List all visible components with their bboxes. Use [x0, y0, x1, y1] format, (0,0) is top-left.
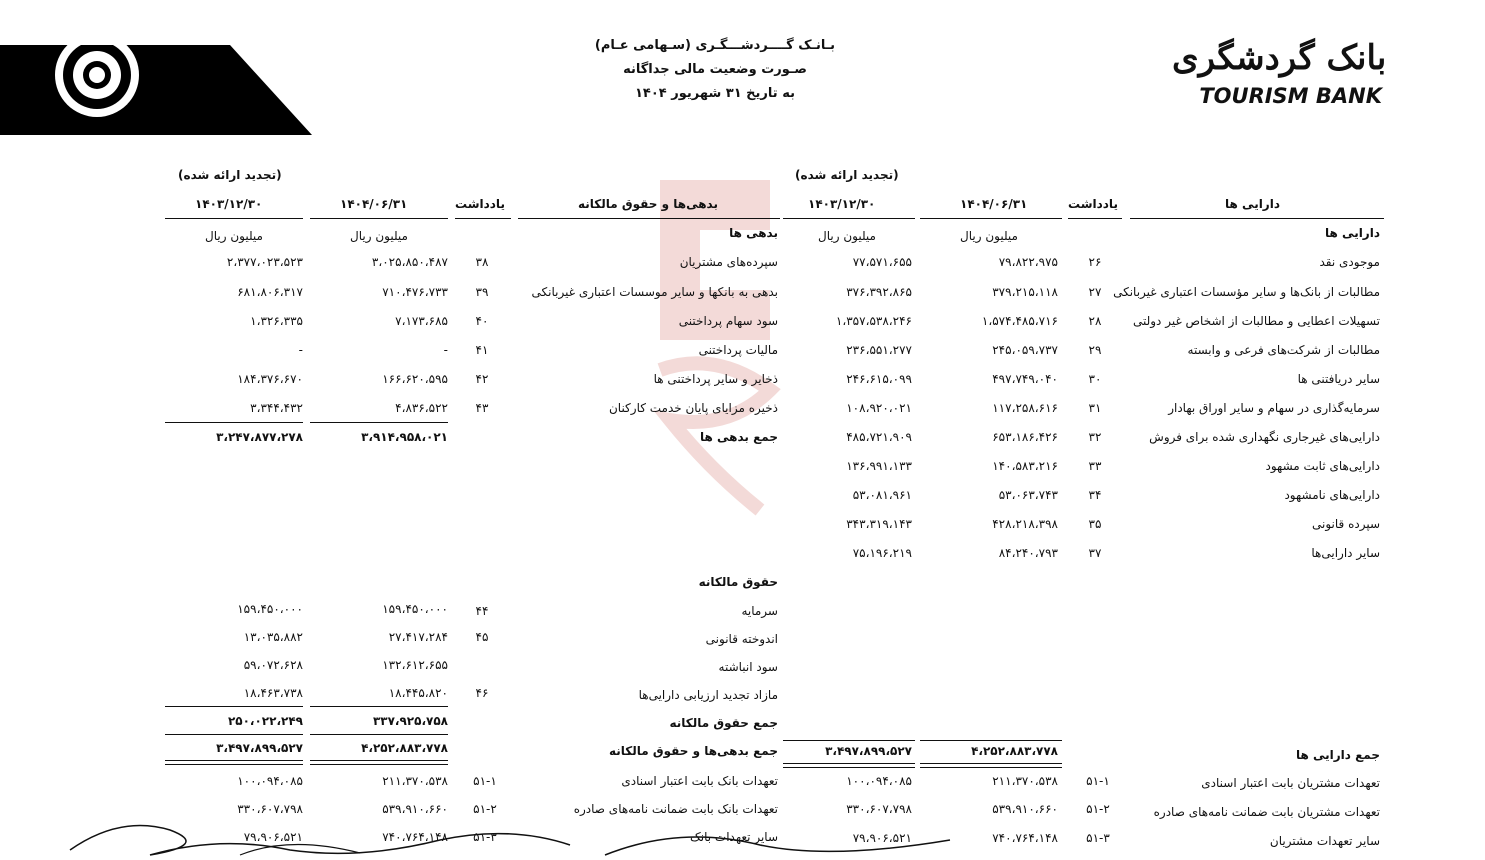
logo-persian: بانک گردشگری: [1172, 38, 1387, 78]
assets-col-note: یادداشت: [1068, 197, 1118, 211]
restated-label-right: (تجدید ارائه شده): [795, 168, 899, 182]
assets-section-heading: دارایی ها: [1325, 226, 1380, 240]
unit-assets-prev: میلیون ریال: [818, 229, 876, 243]
liab-col-title: بدهی‌ها و حقوق مالکانه: [578, 197, 718, 211]
liab-section-heading: بدهی ها: [729, 226, 778, 240]
equity-section-heading: حقوق مالکانه: [698, 575, 778, 589]
liab-col-cur: ۱۴۰۴/۰۶/۳۱: [340, 197, 408, 211]
signature: [600, 820, 960, 860]
unit-liab-prev: میلیون ریال: [205, 229, 263, 243]
liab-col-prev: ۱۴۰۳/۱۲/۳۰: [195, 197, 263, 211]
unit-liab-cur: میلیون ریال: [350, 229, 408, 243]
restated-label-left: (تجدید ارائه شده): [178, 168, 282, 182]
assets-col-cur: ۱۴۰۴/۰۶/۳۱: [960, 197, 1028, 211]
assets-col-title: دارایی ها: [1225, 197, 1280, 211]
signature: [60, 805, 580, 860]
liab-col-note: یادداشت: [455, 197, 505, 211]
assets-col-prev: ۱۴۰۳/۱۲/۳۰: [808, 197, 876, 211]
statement-title: صـورت وضعیت مالی جداگانه: [623, 62, 807, 77]
statement-date: به تاریخ ۳۱ شهریور ۱۴۰۴: [635, 86, 795, 101]
logo-latin: TOURISM BANK: [1199, 84, 1382, 108]
unit-assets-cur: میلیون ریال: [960, 229, 1018, 243]
bank-name: بـانـک گــــردشـــگـری (سـهامی عـام): [594, 38, 836, 53]
logo-emblem: [0, 45, 312, 135]
